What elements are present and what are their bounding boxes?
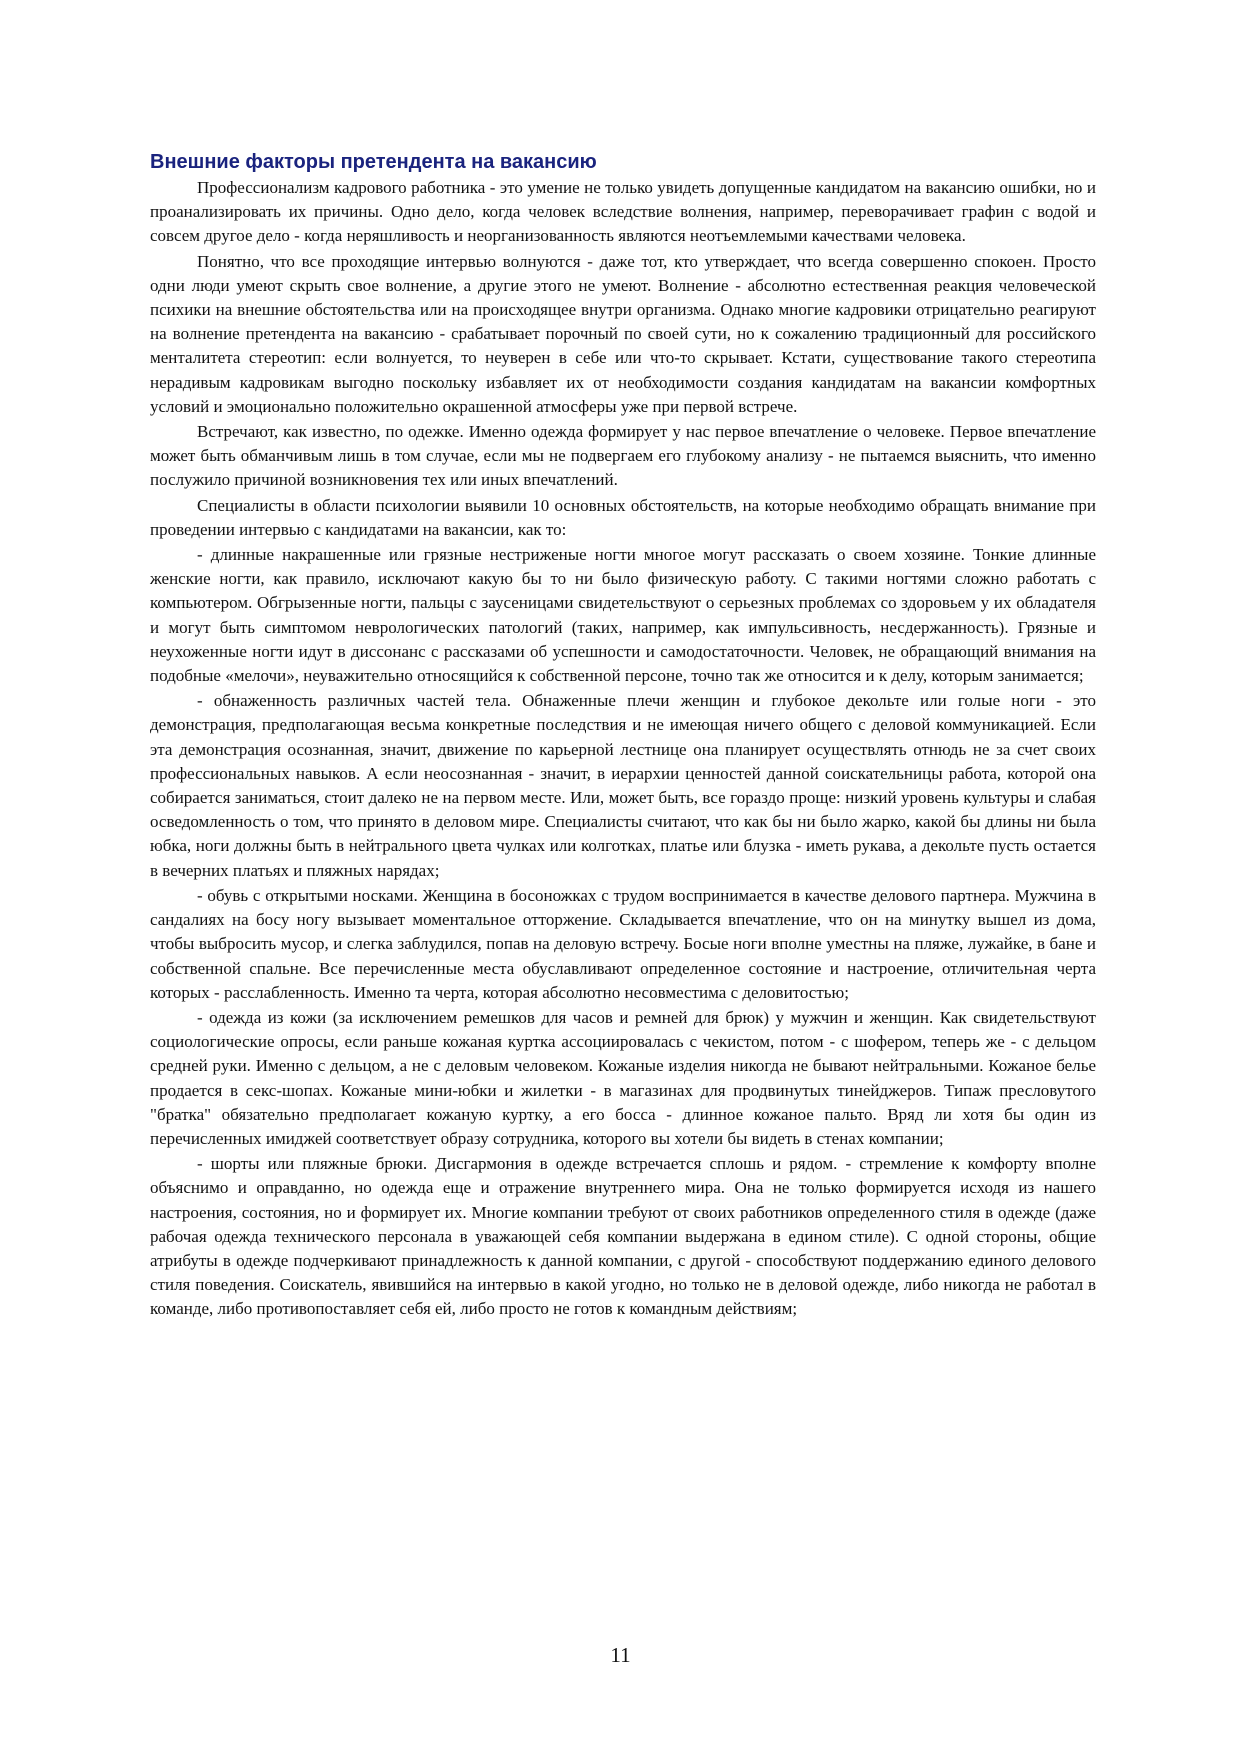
- list-item-shorts: - шорты или пляжные брюки. Дисгармония в одежде встречается сплошь и рядом. - стремление к комфорту вполне объяснимо и оправданно, но одежда еще и отражение внутреннего мира. Она не только формируется исходя из нашего настроения, состояния, но и формирует их. Многие компании требуют от своих работников определенного стиля в одежде (даже рабочая одежда технического персонала в уважающей себя компании выдержана в едином стиле). С одной стороны, общие атрибуты в одежде подчеркивают принадлежность к данной компании, с другой - способствуют поддержанию единого делового стиля поведения. Соискатель, явившийся на интервью в какой угодно, но только не в деловой одежде, либо никогда не работал в команде, либо противопоставляет себя ей, либо просто не готов к командным действиям;: [150, 1154, 1096, 1319]
- paragraph-2: Понятно, что все проходящие интервью волнуются - даже тот, кто утверждает, что всегда совершенно спокоен. Просто одни люди умеют скрыть свое волнение, а другие этого не умеют. Волнение - абсолютно естественная реакция человеческой психики на внешние обстоятельства или на происходящее внутри организма. Однако многие кадровики отрицательно реагируют на волнение претендента на вакансию - срабатывает порочный по своей сути, но к сожалению традиционный для российского менталитета стереотип: если волнуется, то неуверен в себе или что-то скрывает. Кстати, существование такого стереотипа нерадивым кадровикам выгодно поскольку избавляет их от необходимости создания кандидатам на вакансии комфортных условий и эмоционально положительно окрашенной атмосферы уже при первой встрече.: [150, 251, 1096, 416]
- list-item-leather: - одежда из кожи (за исключением ремешков для часов и ремней для брюк) у мужчин и женщин. Как свидетельствуют социологические опросы, если раньше кожаная куртка ассоциировалась с чекистом, потом - с шофером, теперь же - с дельцом средней руки. Именно с дельцом, а не с деловым человеком. Кожаные изделия никогда не бывают нейтральными. Кожаное белье продается в секс-шопах. Кожаные мини-юбки и жилетки - в магазинах для продвинутых тинейджеров. Типаж пресловутого "братка" обязательно предполагает кожаную куртку, а его босса - длинное кожаное пальто. Вряд ли хотя бы один из перечисленных имиджей соответствует образу сотрудника, которого вы хотели бы видеть в стенах компании;: [150, 1007, 1096, 1148]
- paragraph-3: Встречают, как известно, по одежке. Именно одежда формирует у нас первое впечатление о человеке. Первое впечатление может быть обманчивым лишь в том случае, если мы не подвергаем его глубокому анализу - не пытаемся выяснить, что именно послужило причиной возникновения тех или иных впечатлений.: [150, 422, 1096, 490]
- paragraph-4: Специалисты в области психологии выявили 10 основных обстоятельств, на которые необходимо обращать внимание при проведении интервью с кандидатами на вакансии, как то:: [150, 495, 1096, 539]
- page-number: 11: [610, 1643, 631, 1667]
- list-item-nails: - длинные накрашенные или грязные нестриженые ногти многое могут рассказать о своем хозяине. Тонкие длинные женские ногти, как правило, исключают какую бы то ни было физическую работу. С такими ногтями сложно работать с компьютером. Обгрызенные ногти, пальцы с заусеницами свидетельствуют о серьезных проблемах со здоровьем у их обладателя и могут быть симптомом неврологических патологий (таких, например, как импульсивность, несдержанность). Грязные и неухоженные ногти идут в диссонанс с рассказами об успешности и самодостаточности. Человек, не обращающий внимания на подобные «мелочи», неуважительно относящийся к собственной персоне, точно так же относится и к делу, которым занимается;: [150, 545, 1096, 686]
- paragraph-1: Профессионализм кадрового работника - это умение не только увидеть допущенные кандидатом на вакансию ошибки, но и проанализировать их причины. Одно дело, когда человек вследствие волнения, например, переворачивает графин с водой и совсем другое дело - когда неряшливость и неорганизованность являются неотъемлемыми качествами человека.: [150, 178, 1096, 246]
- section-heading: Внешние факторы претендента на вакансию: [150, 151, 597, 173]
- document-page: [150, 150, 1096, 1323]
- list-item-exposure: - обнаженность различных частей тела. Обнаженные плечи женщин и глубокое декольте или голые ноги - это демонстрация, предполагающая весьма конкретные последствия и не имеющая ничего общего с деловой коммуникацией. Если эта демонстрация осознанная, значит, движение по карьерной лестнице она планирует осуществлять отнюдь не за счет своих профессиональных навыков. А если неосознанная - значит, в иерархии ценностей данной соискательницы работа, которой она собирается заниматься, стоит далеко не на первом месте. Или, может быть, все гораздо проще: низкий уровень культуры и слабая осведомленность о том, что принято в деловом мире. Специалисты считают, что как бы ни было жарко, какой бы длины ни была юбка, ноги должны быть в нейтрального цвета чулках или колготках, платье или блузка - иметь рукава, а декольте пусть остается в вечерних платьях и пляжных нарядах;: [150, 691, 1096, 880]
- list-item-open-shoes: - обувь с открытыми носками. Женщина в босоножках с трудом воспринимается в качестве делового партнера. Мужчина в сандалиях на босу ногу вызывает моментальное отторжение. Складывается впечатление, что он на минутку вышел из дома, чтобы выбросить мусор, и слегка заблудился, попав на деловую встречу. Босые ноги вполне уместны на пляже, лужайке, в бане и собственной спальне. Все перечисленные места обуславливают определенное состояние и настроение, отличительная черта которых - расслабленность. Именно та черта, которая абсолютно несовместима с деловитостью;: [150, 885, 1096, 1002]
